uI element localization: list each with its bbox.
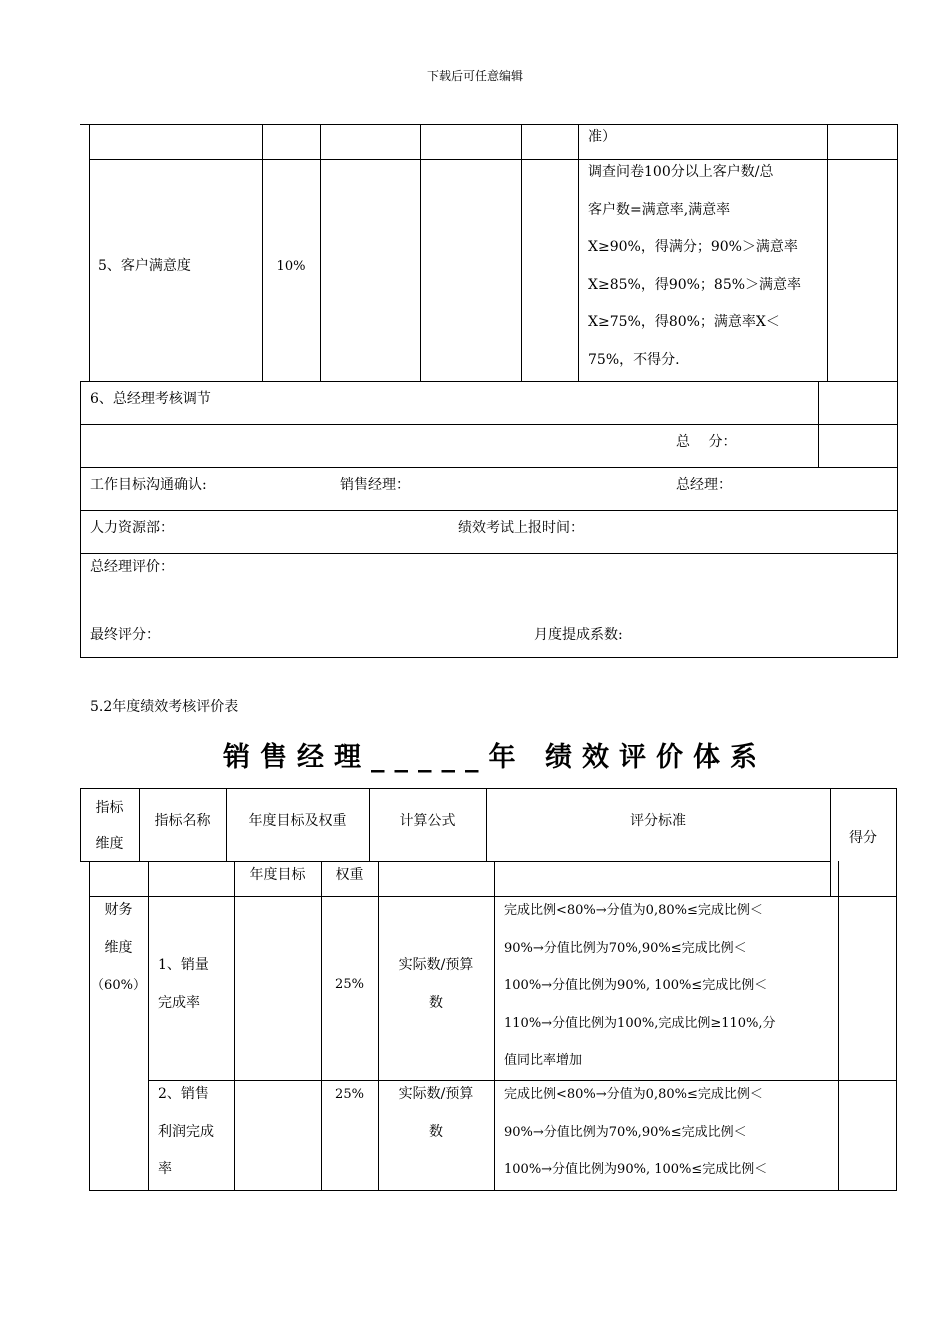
table-row-1-name xyxy=(158,947,209,1022)
criteria-line: 值同比率增加 xyxy=(504,1053,583,1068)
name-line: 利润完成 xyxy=(158,1123,214,1140)
report-time-label: 绩效考试上报时间： xyxy=(458,520,584,536)
table-row-2-name xyxy=(158,1076,214,1189)
header-dimension-line: 指标 xyxy=(95,800,124,816)
criteria-line: 完成比例<80%→分值为0,80%≤完成比例＜ xyxy=(504,1087,763,1102)
header-indicator-name: 指标名称 xyxy=(154,813,211,829)
gm-evaluation-label: 总经理评价： xyxy=(90,559,174,575)
criteria-tail: 准） xyxy=(588,129,616,145)
criteria-line: 100%→分值比例为90%, 100%≤完成比例＜ xyxy=(504,1162,768,1177)
table-row-2-weight: 25% xyxy=(335,1087,364,1102)
hr-dept-label: 人力资源部： xyxy=(90,520,174,536)
goal-confirm-label: 工作目标沟通确认: xyxy=(90,477,207,493)
page-title: 销售经理_____年 绩效评价体系 xyxy=(223,742,767,773)
financial-dimension xyxy=(89,892,148,1005)
criteria-line: 调查问卷100分以上客户数/总 xyxy=(588,164,774,180)
formula-line: 数 xyxy=(429,1123,443,1140)
dimension-line: 财务 xyxy=(104,902,133,918)
criteria-line: 客户数=满意率,满意率 xyxy=(588,201,731,218)
formula-line: 数 xyxy=(429,994,443,1011)
header-score: 得分 xyxy=(849,830,877,846)
customer-satisfaction-criteria xyxy=(588,154,801,379)
formula-line: 实际数/预算 xyxy=(398,1086,474,1102)
name-line: 2、销售 xyxy=(158,1086,209,1102)
name-line: 完成率 xyxy=(158,994,200,1011)
final-score-label: 最终评分： xyxy=(90,627,160,643)
name-line: 1、销量 xyxy=(158,957,209,973)
table-row-1-formula xyxy=(378,947,494,1022)
table-row-2-formula xyxy=(378,1076,494,1151)
header-dimension xyxy=(80,790,139,862)
section-title: 5.2年度绩效考核评价表 xyxy=(90,699,239,715)
criteria-line: 75%，不得分. xyxy=(588,351,680,368)
sales-manager-sign-label: 销售经理： xyxy=(340,477,410,493)
header-formula: 计算公式 xyxy=(399,813,456,829)
dimension-line: 维度 xyxy=(104,939,133,956)
criteria-line: 90%→分值比例为70%,90%≤完成比例＜ xyxy=(504,940,747,956)
header-criteria: 评分标准 xyxy=(630,813,686,829)
customer-satisfaction-weight: 10% xyxy=(276,259,306,274)
name-line: 率 xyxy=(158,1161,172,1177)
header-dimension-line: 维度 xyxy=(95,836,124,852)
criteria-line: X≥75%，得80%；满意率X＜ xyxy=(588,314,780,330)
subheader-weight: 权重 xyxy=(335,867,364,883)
monthly-coefficient-label: 月度提成系数: xyxy=(534,627,623,643)
customer-satisfaction-label: 5、客户满意度 xyxy=(98,258,191,274)
general-manager-sign-label: 总经理： xyxy=(676,477,732,493)
subheader-annual-target: 年度目标 xyxy=(249,867,306,883)
criteria-line: 100%→分值比例为90%, 100%≤完成比例＜ xyxy=(504,978,768,993)
table-row-2-criteria xyxy=(504,1076,767,1189)
formula-line: 实际数/预算 xyxy=(398,957,474,973)
header-note: 下载后可任意编辑 xyxy=(426,69,523,83)
table-row-1-weight: 25% xyxy=(335,977,364,992)
gm-adjustment-label: 6、总经理考核调节 xyxy=(90,391,211,407)
total-score-label: 总 分： xyxy=(676,434,737,450)
criteria-line: 110%→分值比例为100%,完成比例≥110%,分 xyxy=(504,1015,776,1031)
header-target-weight: 年度目标及权重 xyxy=(248,813,347,829)
criteria-line: X≥90%，得满分；90%＞满意率 xyxy=(588,239,798,255)
criteria-line: 完成比例<80%→分值为0,80%≤完成比例＜ xyxy=(504,903,763,918)
dimension-line: （60%） xyxy=(91,978,146,993)
table-row-1-criteria xyxy=(504,892,776,1080)
criteria-line: 90%→分值比例为70%,90%≤完成比例＜ xyxy=(504,1124,747,1140)
criteria-line: X≥85%，得90%；85%＞满意率 xyxy=(588,276,802,293)
